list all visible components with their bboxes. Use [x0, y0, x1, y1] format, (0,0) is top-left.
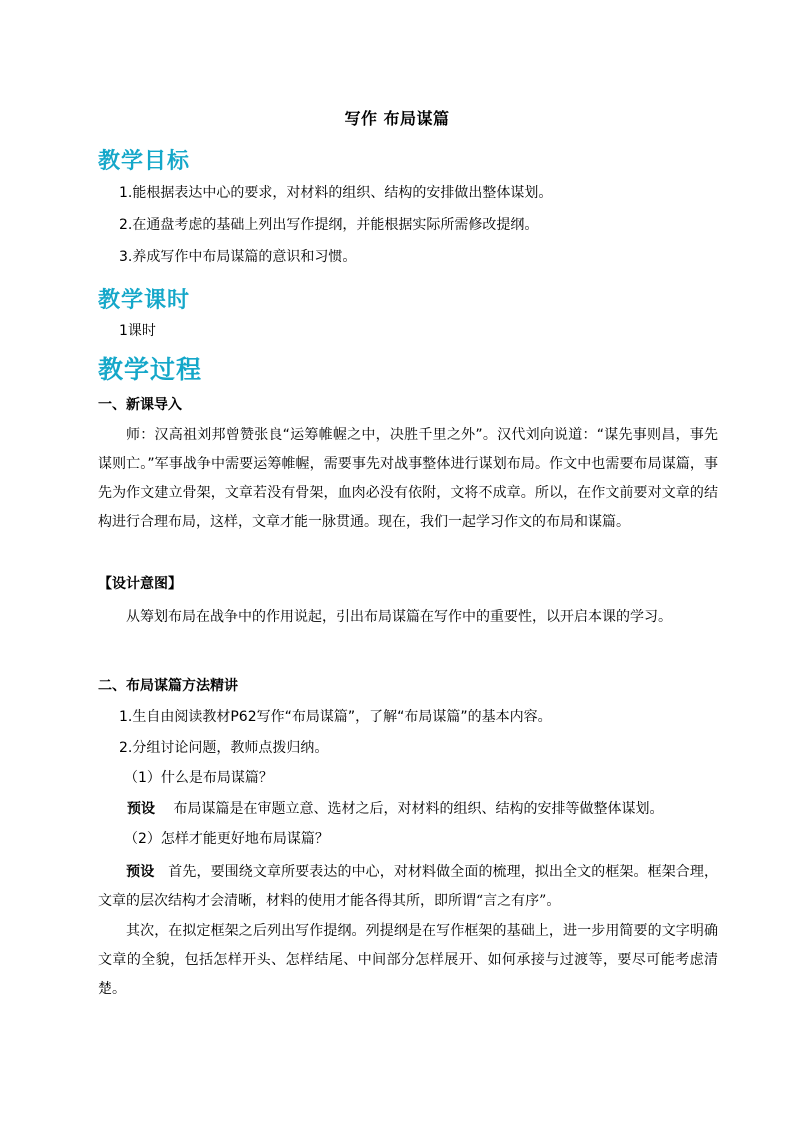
part2-heading: 二、布局谋篇方法精讲 [98, 678, 238, 694]
section-heading-hours: 教学课时 [98, 288, 191, 313]
question-1: （1）什么是布局谋篇？ [124, 770, 273, 786]
answer-2-continued: 其次，在拟定框架之后列出写作提纲。列提纲是在写作框架的基础上，进一步用简要的文字明确文章的全貌，包括怎样开头、怎样结尾、中间部分怎样展开、如何承接与过渡等，要尽可能考虑清楚。 [98, 923, 718, 997]
part2-step-1: 1.生自由阅读教材P62写作“布局谋篇”，了解“布局谋篇”的基本内容。 [119, 709, 552, 725]
answer-1-text: 布局谋篇是在审题立意、选材之后，对材料的组织、结构的安排等做整体谋划。 [173, 801, 664, 817]
objective-item-1: 1.能根据表达中心的要求，对材料的组织、结构的安排做出整体谋划。 [119, 185, 553, 201]
design-intent-paragraph: 从筹划布局在战争中的作用说起，引出布局谋篇在写作中的重要性，以开启本课的学习。 [126, 609, 672, 625]
part2-step-2: 2.分组讨论问题，教师点拨归纳。 [119, 740, 329, 756]
section-heading-process: 教学过程 [98, 355, 203, 384]
answer-2 [98, 858, 718, 916]
part1-paragraph: 师：汉高祖刘邦曾赞张良“运筹帷幄之中，决胜千里之外”。汉代刘向说道：“谋先事则昌，事先谋则亡。”军事战争中需要运筹帷幄，需要事先对战事整体进行谋划布局。作文中也需要布局谋篇，事先为作文建立骨架，文章若没有骨架，血肉必没有依附，文将不成章。所以，在作文前要对文章的结构进行合理布局，这样，文章才能一脉贯通。现在，我们一起学习作文的布局和谋篇。 [98, 427, 718, 530]
answer-1 [127, 799, 663, 819]
hours-value: 1课时 [119, 323, 156, 339]
answer-2-text: 首先，要围绕文章所要表达的中心，对材料做全面的梳理，拟出全文的框架。框架合理，文章的层次结构才会清晰，材料的使用才能各得其所，即所谓“言之有序”。 [98, 864, 719, 909]
document-title: 写作 布局谋篇 [344, 109, 450, 128]
design-intent-heading: 【设计意图】 [98, 576, 182, 592]
objective-item-2: 2.在通盘考虑的基础上列出写作提纲，并能根据实际所需修改提纲。 [119, 217, 539, 233]
answer-1-label: 预设 [127, 801, 155, 817]
objective-item-3: 3.养成写作中布局谋篇的意识和习惯。 [119, 249, 357, 265]
answer-2-label: 预设 [126, 864, 155, 880]
section-heading-objectives: 教学目标 [98, 149, 191, 174]
question-2: （2）怎样才能更好地布局谋篇？ [124, 831, 329, 847]
part1-heading: 一、新课导入 [98, 397, 182, 413]
